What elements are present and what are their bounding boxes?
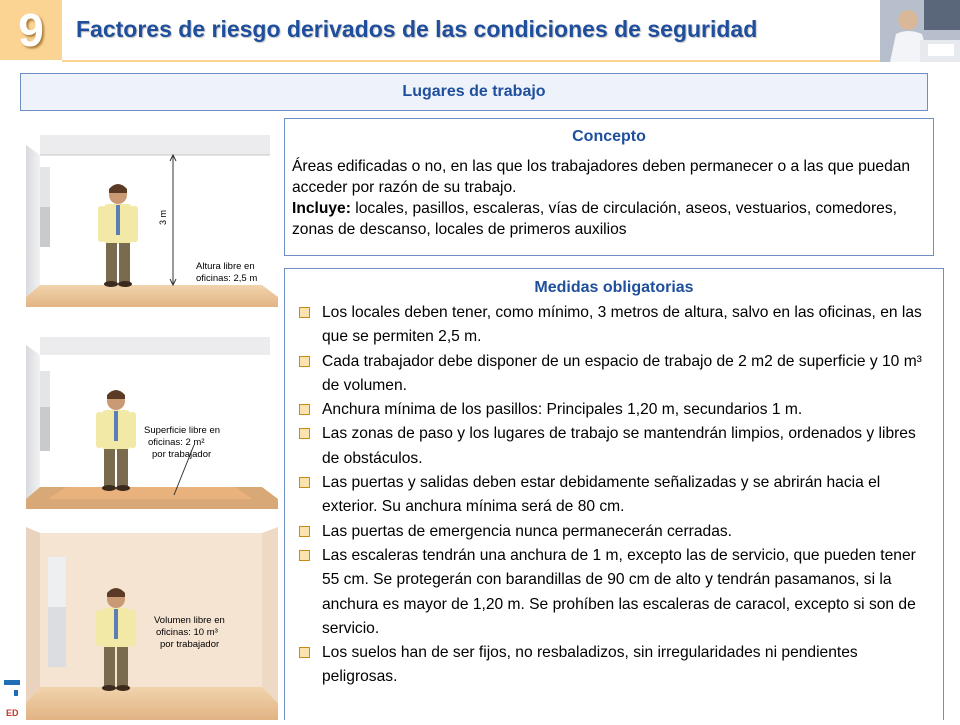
checkbox-bullet-icon — [299, 356, 310, 367]
caption-surface-2: oficinas: 2 m² — [148, 437, 205, 448]
room-volume-scene — [26, 527, 278, 720]
list-item — [299, 398, 923, 422]
caption-volume-1: Volumen libre en — [154, 615, 225, 626]
checkbox-bullet-icon — [299, 428, 310, 439]
concept-includes-text: locales, pasillos, escaleras, vías de circulación, aseos, vestuarios, comedores, zonas de descanso, locales de primeros auxilios — [292, 200, 897, 238]
height-label: 3 m — [158, 209, 168, 225]
chapter-number-badge — [0, 0, 62, 60]
room-dimensions-illustration — [26, 117, 278, 720]
concept-body — [292, 156, 925, 240]
caption-volume-3: por trabajador — [160, 639, 220, 650]
measures-title: Medidas obligatorias — [534, 279, 694, 296]
room-height-scene — [26, 117, 278, 317]
room-surface-scene — [26, 327, 278, 517]
caption-volume-2: oficinas: 10 m³ — [156, 627, 218, 638]
list-item-text: Las escaleras tendrán una anchura de 1 m, excepto las de servicio, que pueden tener 55 cm. Se protegerán con barandillas de 90 cm de alto y tendrán pasamanos, si la anchura es mayor de 1,20 m. Se prohíben las escaleras de caracol, excepto si son de servicio. — [322, 546, 916, 637]
checkbox-bullet-icon — [299, 404, 310, 415]
caption-surface-1: Superficie libre en — [144, 425, 221, 436]
header-photo — [880, 0, 960, 62]
publisher-logo-icon — [0, 676, 24, 720]
concept-includes-label: Incluye: — [292, 200, 351, 217]
list-item — [299, 544, 923, 641]
page-title: Factores de riesgo derivados de las condiciones de seguridad — [76, 16, 758, 42]
list-item — [299, 350, 923, 399]
list-item-text: Las puertas y salidas deben estar debidamente señalizadas y se abrirán hacia el exterior. Su anchura mínima será de 80 cm. — [322, 474, 881, 516]
measures-list — [299, 301, 923, 690]
workspace-illustration — [26, 117, 278, 720]
list-item-text: Las zonas de paso y los lugares de trabajo se mantendrán limpios, ordenados y libres de obstáculos. — [322, 425, 916, 467]
section-title-bar — [20, 73, 928, 111]
chapter-number: 9 — [18, 4, 44, 56]
list-item — [299, 422, 923, 471]
checkbox-bullet-icon — [299, 647, 310, 658]
concept-text: Áreas edificadas o no, en las que los trabajadores deben permanecer o a las que puedan acceder por razón de su trabajo. — [292, 158, 911, 196]
list-item-text: Cada trabajador debe disponer de un espacio de trabajo de 2 m2 de superficie y 10 m³ de volumen. — [322, 352, 922, 394]
header-divider — [62, 60, 880, 62]
office-worker-photo-icon — [880, 0, 960, 62]
concept-title: Concepto — [572, 128, 646, 145]
checkbox-bullet-icon — [299, 307, 310, 318]
checkbox-bullet-icon — [299, 526, 310, 537]
list-item — [299, 520, 923, 544]
concept-panel — [284, 118, 934, 256]
list-item-text: Las puertas de emergencia nunca permanecerán cerradas. — [322, 522, 733, 540]
list-item — [299, 471, 923, 520]
caption-surface-3: por trabajador — [152, 449, 212, 460]
section-title: Lugares de trabajo — [402, 83, 546, 100]
measures-panel — [284, 268, 944, 720]
list-item — [299, 301, 923, 350]
list-item — [299, 641, 923, 690]
logo-text: ED — [6, 708, 19, 718]
list-item-text: Los locales deben tener, como mínimo, 3 metros de altura, salvo en las oficinas, en las que se permiten 2,5 m. — [322, 304, 922, 346]
caption-height-1: Altura libre en — [196, 261, 255, 272]
checkbox-bullet-icon — [299, 550, 310, 561]
list-item-text: Anchura mínima de los pasillos: Principales 1,20 m, secundarios 1 m. — [322, 401, 803, 419]
checkbox-bullet-icon — [299, 477, 310, 488]
list-item-text: Los suelos han de ser fijos, no resbaladizos, sin irregularidades ni pendientes peligrosas. — [322, 644, 858, 686]
caption-height-2: oficinas: 2,5 m — [196, 273, 258, 284]
publisher-logo — [0, 676, 24, 720]
